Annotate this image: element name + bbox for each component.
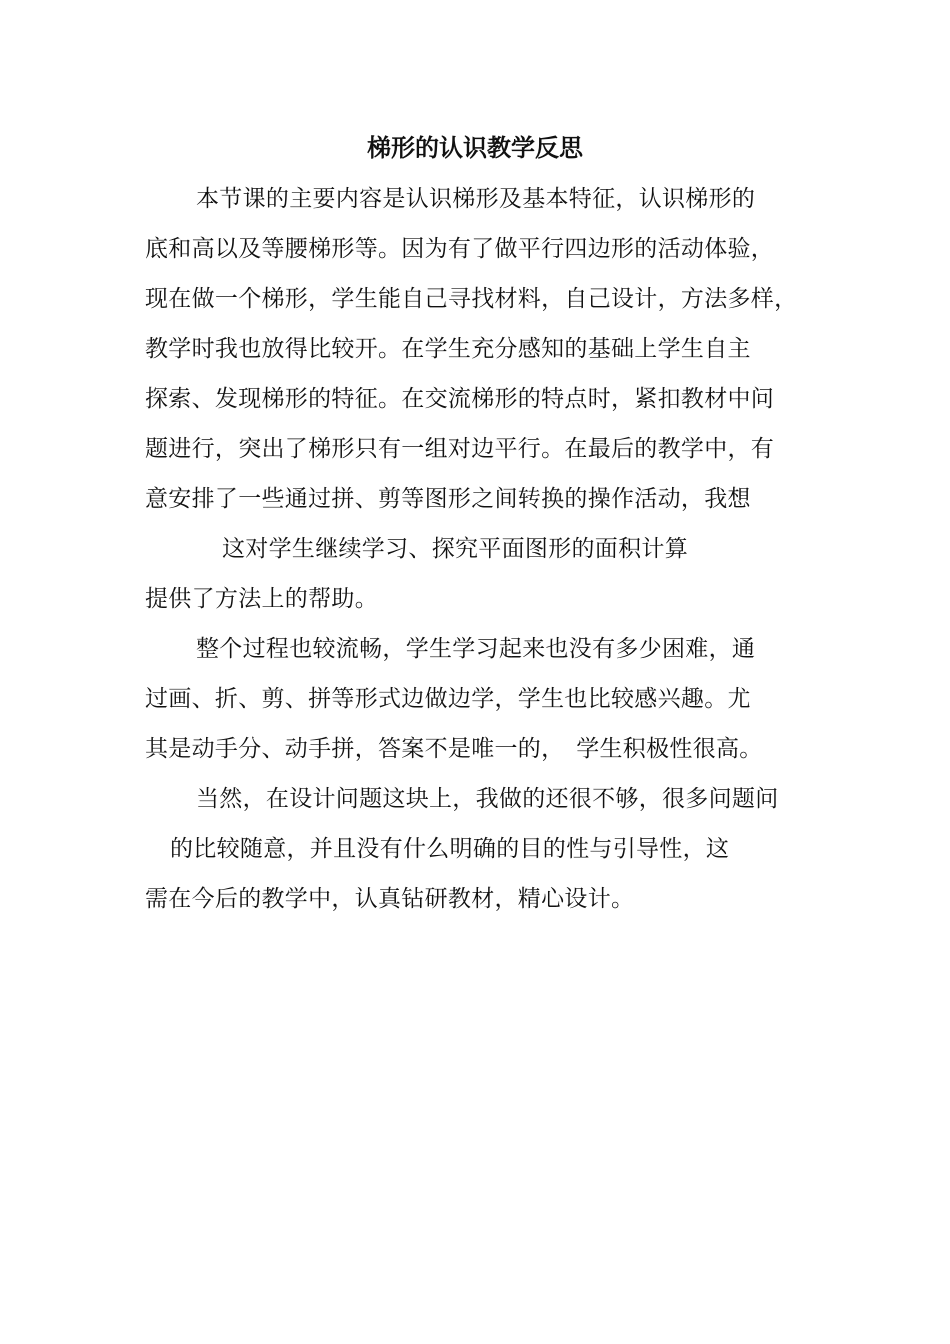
text-line: 整个过程也较流畅，学生学习起来也没有多少困难，通 <box>196 636 756 662</box>
text-line: 当然，在设计问题这块上，我做的还很不够，很多问题问 <box>196 786 779 812</box>
text-line: 题进行，突出了梯形只有一组对边平行。在最后的教学中，有 <box>145 436 775 462</box>
text-line: 教学时我也放得比较开。在学生充分感知的基础上学生自主 <box>145 336 751 362</box>
text-line: 意安排了一些通过拼、剪等图形之间转换的操作活动，我想 <box>145 486 751 512</box>
text-line: 需在今后的教学中，认真钻研教材，精心设计。 <box>145 886 635 912</box>
text-line: 本节课的主要内容是认识梯形及基本特征，认识梯形的 <box>196 186 756 212</box>
text-line: 的比较随意，并且没有什么明确的目的性与引导性，这 <box>170 836 730 862</box>
text-line: 现在做一个梯形，学生能自己寻找材料，自己设计，方法多样， <box>145 286 798 312</box>
text-line: 过画、折、剪、拼等形式边做边学，学生也比较感兴趣。尤 <box>145 686 751 712</box>
text-line: 探索、发现梯形的特征。在交流梯形的特点时，紧扣教材中问 <box>145 386 775 412</box>
text-line: 提供了方法上的帮助。 <box>145 586 378 612</box>
document-title: 梯形的认识教学反思 <box>367 133 583 162</box>
text-line: 这对学生继续学习、探究平面图形的面积计算 <box>222 536 688 562</box>
text-line: 其是动手分、动手拼，答案不是唯一的， 学生积极性很高。 <box>145 736 763 762</box>
text-line: 底和高以及等腰梯形等。因为有了做平行四边形的活动体验， <box>145 236 775 262</box>
